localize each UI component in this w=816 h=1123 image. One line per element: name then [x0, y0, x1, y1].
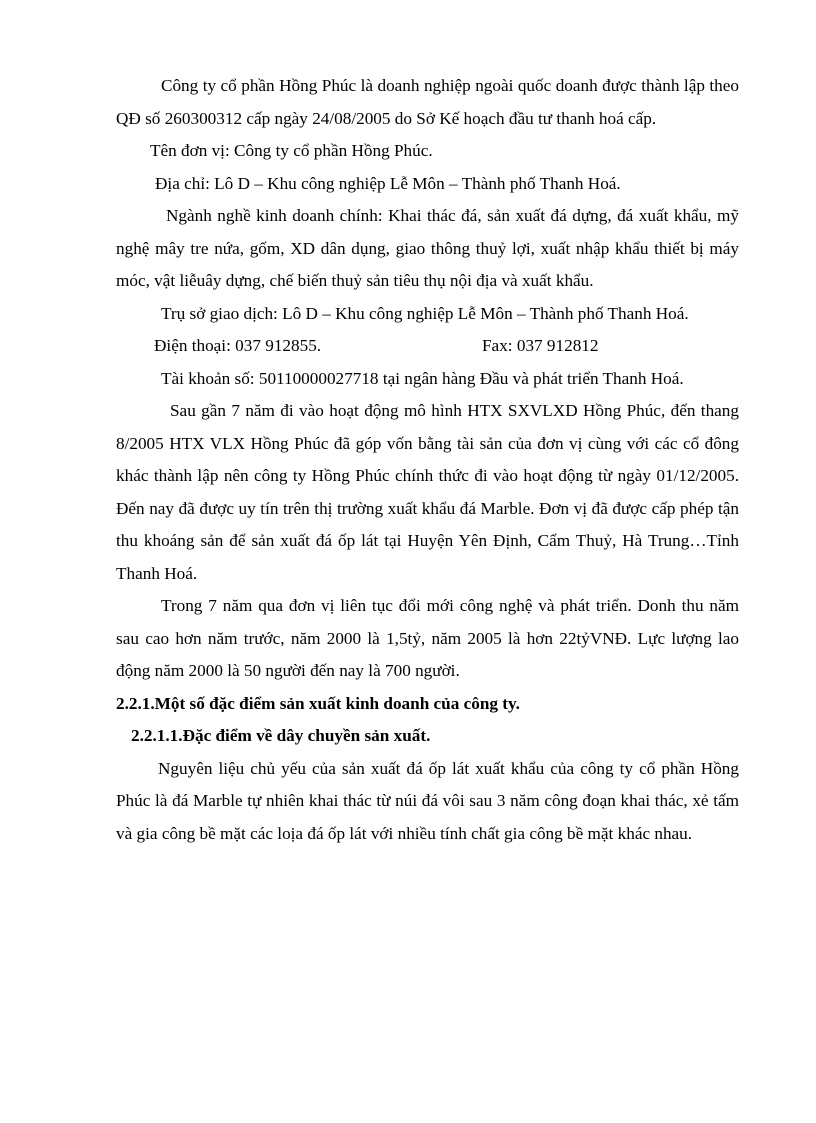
bank-account-paragraph: Tài khoản số: 50110000027718 tại ngân hàng Đầu và phát triển Thanh Hoá. [161, 368, 684, 388]
section-heading: 2.2.1.Một số đặc điểm sản xuất kinh doanh của công ty. [116, 693, 520, 713]
head-office-paragraph: Trụ sở giao dịch: Lô D – Khu công nghiệp Lễ Môn – Thành phố Thanh Hoá. [161, 303, 689, 323]
unit-name-line: Tên đơn vị: Công ty cổ phần Hồng Phúc. [150, 141, 433, 160]
growth-paragraph: Trong 7 năm qua đơn vị liên tục đổi mới công nghệ và phát triển. Donh thu năm sau cao hơn năm trước, năm 2000 là 1,5tỷ, năm 2005 là hơn 22tỷVNĐ. Lực lượng lao động năm 2000 là 50 người đến nay là 700 người. [116, 596, 739, 680]
contact-row [116, 330, 739, 363]
address-line: Địa chỉ: Lô D – Khu công nghiệp Lễ Môn – Thành phố Thanh Hoá. [155, 173, 621, 193]
materials-paragraph: Nguyên liệu chủ yếu của sản xuất đá ốp lát xuất khẩu của công ty cổ phần Hồng Phúc là đá Marble tự nhiên khai thác từ núi đá vôi sau 3 năm công đoạn khai thác, xẻ tấm và gia công bề mặt các loịa đá ốp lát với nhiều tính chất gia công bề mặt khác nhau. [116, 758, 739, 843]
business-lines-paragraph: Ngành nghề kinh doanh chính: Khai thác đá, sản xuất đá dựng, đá xuất khẩu, mỹ nghệ mây tre nứa, gốm, XD dân dụng, giao thông thuỷ lợi, xuất nhập khẩu thiết bị máy móc, vật liễuây dựng, chế biến thuỷ sản tiêu thụ nội địa và xuất khẩu. [116, 206, 739, 290]
subsection-heading: 2.2.1.1.Đặc điểm về dây chuyền sản xuất. [131, 726, 431, 745]
fax-number: Fax: 037 912812 [482, 336, 599, 355]
history-paragraph: Sau gần 7 năm đi vào hoạt động mô hình HTX SXVLXD Hồng Phúc, đến thang 8/2005 HTX VLX Hồng Phúc đã góp vốn bằng tài sản của đơn vị cùng với các cổ đông khác thành lập nên công ty Hồng Phúc chính thức đi vào hoạt động từ ngày 01/12/2005. Đến nay đã được uy tín trên thị trường xuất khẩu đá Marble. Đơn vị đã được cấp phép tận thu khoáng sản để sản xuất đá ốp lát tại Huyện Yên Định, Cẩm Thuỷ, Hà Trung…Tỉnh Thanh Hoá. [116, 401, 739, 583]
intro-paragraph: Công ty cổ phần Hồng Phúc là doanh nghiệp ngoài quốc doanh được thành lập theo QĐ số 260300312 cấp ngày 24/08/2005 do Sở Kế hoạch đầu tư thanh hoá cấp. [116, 76, 739, 128]
document-page [116, 70, 739, 850]
phone-number: Điện thoại: 037 912855. [154, 336, 322, 355]
